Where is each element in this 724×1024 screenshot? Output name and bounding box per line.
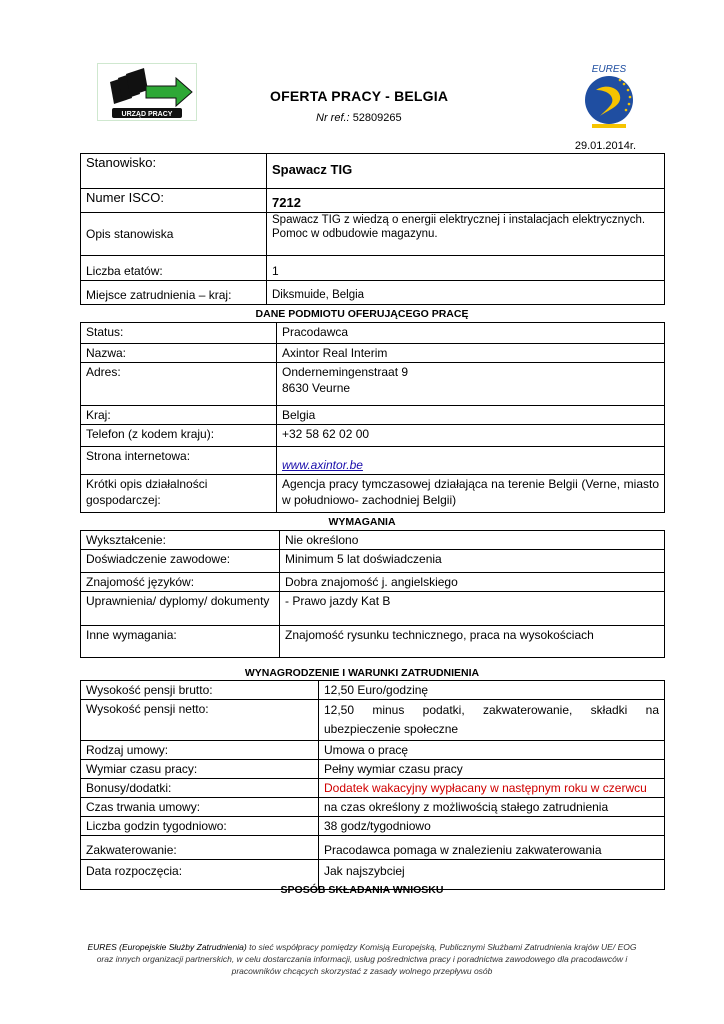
languages-label: Znajomość języków: bbox=[81, 573, 280, 592]
country-value: Belgia bbox=[277, 406, 665, 425]
other-requirements-label: Inne wymagania: bbox=[81, 626, 280, 658]
address-label: Adres: bbox=[81, 363, 277, 406]
table-row bbox=[81, 323, 665, 344]
table-row bbox=[81, 213, 665, 256]
footer-text: to sieć współpracy pomiędzy Komisją Europejską, Publicznymi Służbami Zatrudnienia krajów UE/ EOG oraz innych organizacji partnerskich, w celu dostarczania informacji, usług pośrednictwa pracy i poradnictwa zawodowego dla pracodawców i pracowników chcących skorzystać z zasady wolnego przepływu osób bbox=[96, 942, 637, 976]
positions-label: Liczba etatów: bbox=[81, 256, 267, 281]
address-line: 8630 Veurne bbox=[282, 381, 351, 395]
experience-value: Minimum 5 lat doświadczenia bbox=[280, 550, 665, 573]
education-label: Wykształcenie: bbox=[81, 531, 280, 550]
website-cell bbox=[277, 447, 665, 475]
application-section-title: SPOSÓB SKŁADANIA WNIOSKU bbox=[280, 884, 444, 896]
activity-value: Agencja pracy tymczasowej działająca na terenie Belgii (Verne, miasto w południowo- zachodniej Belgii) bbox=[277, 475, 665, 513]
contract-duration-label: Czas trwania umowy: bbox=[81, 798, 319, 817]
phone-value: +32 58 62 02 00 bbox=[277, 425, 665, 447]
address-line: Ondernemingenstraat 9 bbox=[282, 365, 409, 379]
accommodation-label: Zakwaterowanie: bbox=[81, 836, 319, 860]
position-label: Stanowisko: bbox=[81, 154, 267, 189]
table-row bbox=[81, 626, 665, 658]
status-label: Status: bbox=[81, 323, 277, 344]
net-salary-label: Wysokość pensji netto: bbox=[81, 700, 319, 741]
requirements-section-title: WYMAGANIA bbox=[328, 516, 396, 528]
svg-text:URZĄD PRACY: URZĄD PRACY bbox=[121, 111, 173, 118]
isco-value: 7212 bbox=[267, 189, 665, 213]
description-label: Opis stanowiska bbox=[81, 213, 267, 256]
salary-table bbox=[80, 680, 665, 890]
contract-type-label: Rodzaj umowy: bbox=[81, 741, 319, 760]
footer-note bbox=[80, 941, 644, 977]
table-row bbox=[81, 189, 665, 213]
positions-value: 1 bbox=[267, 256, 665, 281]
contract-type-value: Umowa o pracę bbox=[319, 741, 665, 760]
ref-value: 52809265 bbox=[352, 112, 402, 124]
location-value: Diksmuide, Belgia bbox=[267, 281, 665, 305]
table-row bbox=[81, 425, 665, 447]
country-label: Kraj: bbox=[81, 406, 277, 425]
activity-label: Krótki opis działalności gospodarczej: bbox=[81, 475, 277, 513]
start-date-label: Data rozpoczęcia: bbox=[81, 860, 319, 890]
name-label: Nazwa: bbox=[81, 344, 277, 363]
bonus-value: Dodatek wakacyjny wypłacany w następnym roku w czerwcu bbox=[319, 779, 665, 798]
table-row bbox=[81, 836, 665, 860]
page-title: OFERTA PRACY - BELGIA bbox=[270, 88, 449, 104]
table-row bbox=[81, 592, 665, 626]
work-time-label: Wymiar czasu pracy: bbox=[81, 760, 319, 779]
table-row bbox=[81, 531, 665, 550]
table-row bbox=[81, 741, 665, 760]
job-table bbox=[80, 153, 665, 305]
description-value: Spawacz TIG z wiedzą o energii elektrycznej i instalacjach elektrycznych. Pomoc w odbudowie magazynu. bbox=[267, 213, 665, 256]
table-row bbox=[81, 681, 665, 700]
svg-text:EURES: EURES bbox=[591, 64, 627, 75]
website-link[interactable]: www.axintor.be bbox=[282, 458, 363, 472]
website-label: Strona internetowa: bbox=[81, 447, 277, 475]
start-date-value: Jak najszybciej bbox=[319, 860, 665, 890]
gross-salary-label: Wysokość pensji brutto: bbox=[81, 681, 319, 700]
table-row bbox=[81, 798, 665, 817]
table-row bbox=[81, 256, 665, 281]
employer-table bbox=[80, 322, 665, 513]
contract-duration-value: na czas określony z możliwością stałego zatrudnienia bbox=[319, 798, 665, 817]
phone-label: Telefon (z kodem kraju): bbox=[81, 425, 277, 447]
work-time-value: Pełny wymiar czasu pracy bbox=[319, 760, 665, 779]
footer-eures-name: EURES (Europejskie Służby Zatrudnienia) bbox=[87, 942, 247, 952]
employer-section-title: DANE PODMIOTU OFERUJĄCEGO PRACĘ bbox=[255, 308, 469, 320]
experience-label: Doświadczenie zawodowe: bbox=[81, 550, 280, 573]
requirements-table bbox=[80, 530, 665, 658]
salary-section-title: WYNAGRODZENIE I WARUNKI ZATRUDNIENIA bbox=[244, 667, 480, 679]
ref-label: Nr ref.: bbox=[316, 112, 350, 124]
languages-value: Dobra znajomość j. angielskiego bbox=[280, 573, 665, 592]
urzad-pracy-logo bbox=[97, 63, 197, 121]
table-row bbox=[81, 817, 665, 836]
education-value: Nie określono bbox=[280, 531, 665, 550]
eures-logo bbox=[578, 62, 640, 132]
table-row bbox=[81, 475, 665, 513]
table-row bbox=[81, 406, 665, 425]
name-value: Axintor Real Interim bbox=[277, 344, 665, 363]
table-row bbox=[81, 281, 665, 305]
licenses-value: - Prawo jazdy Kat B bbox=[280, 592, 665, 626]
position-value: Spawacz TIG bbox=[267, 154, 665, 189]
table-row bbox=[81, 447, 665, 475]
accommodation-value: Pracodawca pomaga w znalezieniu zakwaterowania bbox=[319, 836, 665, 860]
net-salary-value: 12,50 minus podatki, zakwaterowanie, składki na ubezpieczenie społeczne bbox=[319, 700, 665, 741]
weekly-hours-label: Liczba godzin tygodniowo: bbox=[81, 817, 319, 836]
location-label: Miejsce zatrudnienia – kraj: bbox=[81, 281, 267, 305]
weekly-hours-value: 38 godz/tygodniowo bbox=[319, 817, 665, 836]
status-value: Pracodawca bbox=[277, 323, 665, 344]
other-requirements-value: Znajomość rysunku technicznego, praca na wysokościach bbox=[280, 626, 665, 658]
table-row bbox=[81, 760, 665, 779]
table-row bbox=[81, 154, 665, 189]
licenses-label: Uprawnienia/ dyplomy/ dokumenty bbox=[81, 592, 280, 626]
table-row bbox=[81, 363, 665, 406]
table-row bbox=[81, 344, 665, 363]
table-row bbox=[81, 573, 665, 592]
isco-label: Numer ISCO: bbox=[81, 189, 267, 213]
table-row bbox=[81, 700, 665, 741]
bonus-label: Bonusy/dodatki: bbox=[81, 779, 319, 798]
table-row bbox=[81, 779, 665, 798]
reference-number bbox=[316, 112, 402, 124]
table-row bbox=[81, 550, 665, 573]
offer-date: 29.01.2014r. bbox=[574, 140, 636, 152]
address-value bbox=[277, 363, 665, 406]
gross-salary-value: 12,50 Euro/godzinę bbox=[319, 681, 665, 700]
